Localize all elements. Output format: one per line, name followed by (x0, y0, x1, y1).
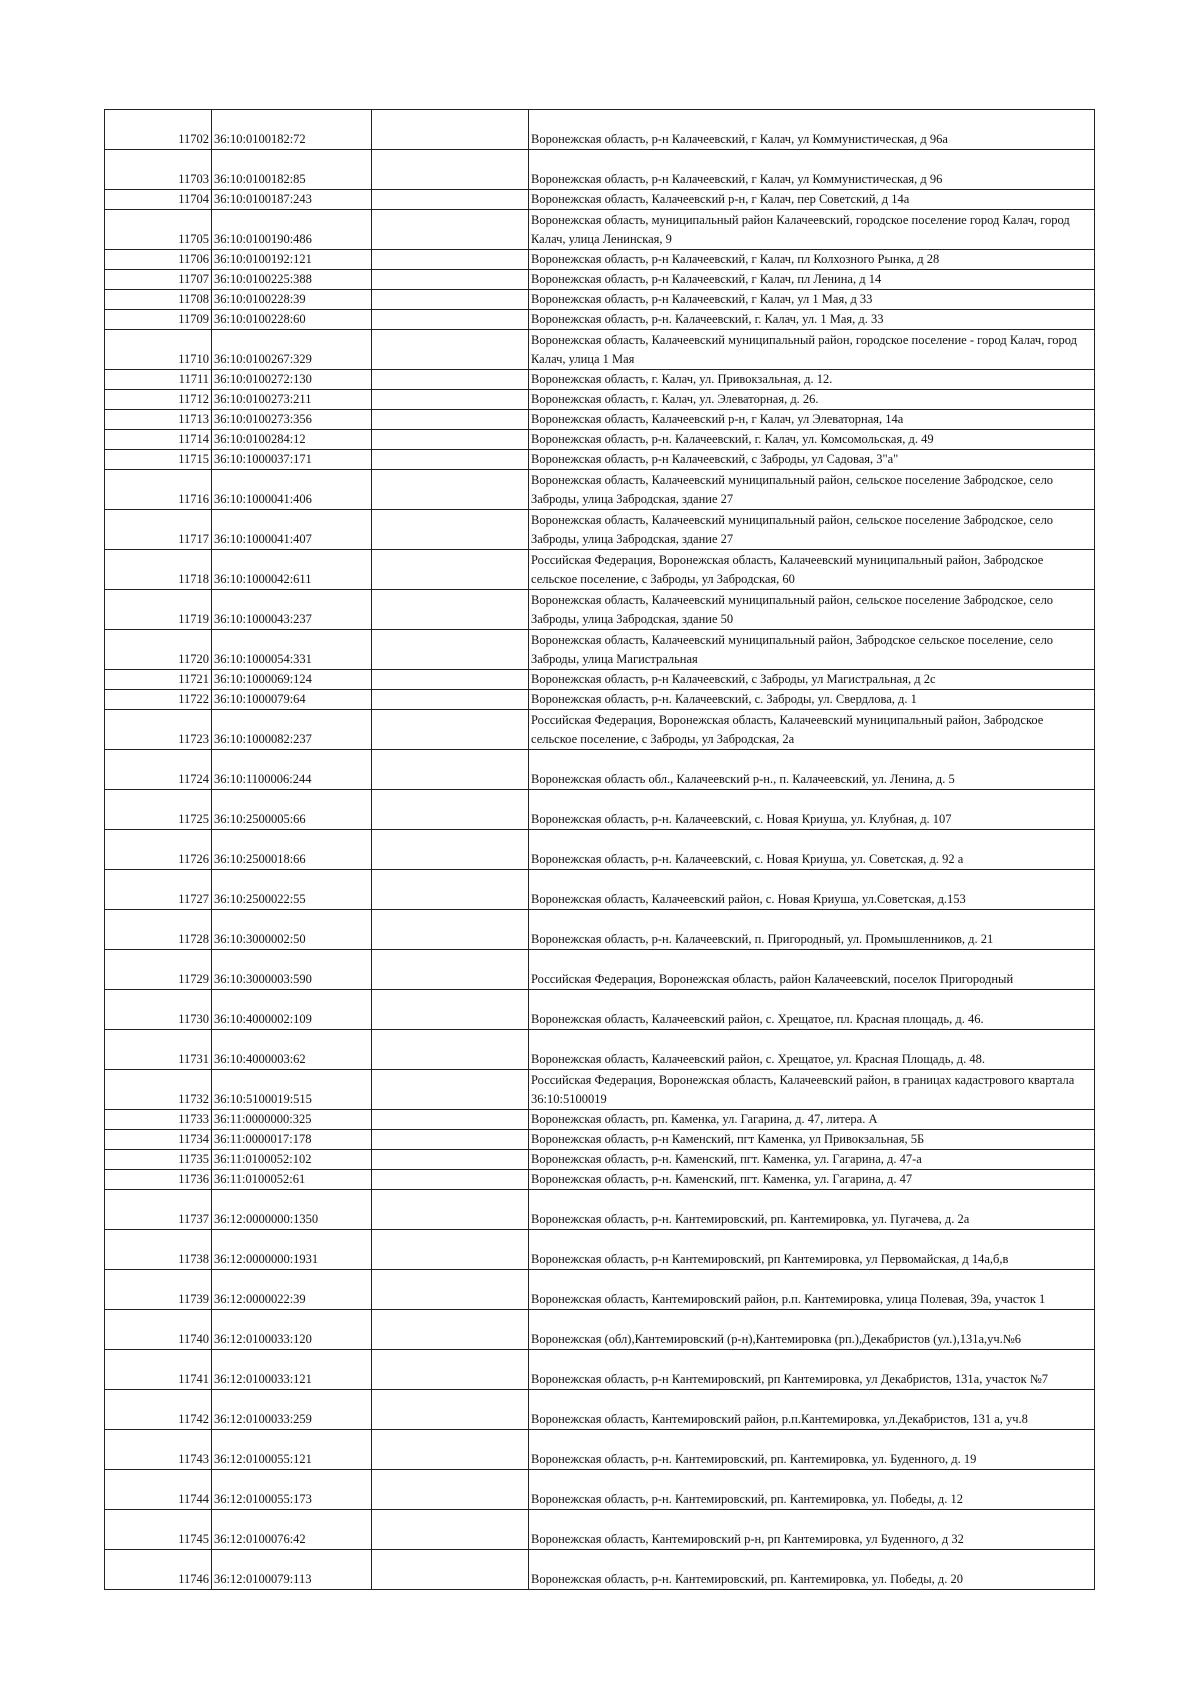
row-number: 11725 (105, 790, 212, 830)
row-number: 11736 (105, 1170, 212, 1190)
cadastral-number: 36:12:0100033:259 (212, 1390, 372, 1430)
row-number: 11739 (105, 1270, 212, 1310)
cadastral-number: 36:11:0000000:325 (212, 1110, 372, 1130)
empty-cell (372, 190, 529, 210)
address: Воронежская область, Калачеевский муниципальный район, сельское поселение Забродское, село Заброды, улица Забродская, здание 50 (529, 590, 1095, 630)
table-row (105, 590, 1095, 630)
table-row (105, 1510, 1095, 1550)
cadastral-number: 36:12:0000022:39 (212, 1270, 372, 1310)
empty-cell (372, 1070, 529, 1110)
cadastral-number: 36:10:1000041:407 (212, 510, 372, 550)
table-row (105, 1350, 1095, 1390)
cadastral-number: 36:10:1000054:331 (212, 630, 372, 670)
table-row (105, 1030, 1095, 1070)
empty-cell (372, 790, 529, 830)
empty-cell (372, 510, 529, 550)
table-row (105, 250, 1095, 270)
table-row (105, 270, 1095, 290)
address: Воронежская область, г. Калач, ул. Привокзальная, д. 12. (529, 370, 1095, 390)
empty-cell (372, 690, 529, 710)
address: Воронежская область, р-н Калачеевский, с Заброды, ул Садовая, 3"а" (529, 450, 1095, 470)
empty-cell (372, 1430, 529, 1470)
address: Воронежская область, р-н Калачеевский, г Калач, ул Коммунистическая, д 96 (529, 150, 1095, 190)
address: Российская Федерация, Воронежская область, район Калачеевский, поселок Пригородный (529, 950, 1095, 990)
table-row (105, 330, 1095, 370)
row-number: 11703 (105, 150, 212, 190)
table-row (105, 550, 1095, 590)
empty-cell (372, 430, 529, 450)
address: Воронежская область, р-н. Калачеевский, с. Новая Криуша, ул. Клубная, д. 107 (529, 790, 1095, 830)
row-number: 11712 (105, 390, 212, 410)
row-number: 11740 (105, 1310, 212, 1350)
empty-cell (372, 1550, 529, 1590)
cadastral-number: 36:12:0100055:121 (212, 1430, 372, 1470)
row-number: 11729 (105, 950, 212, 990)
cadastral-number: 36:11:0100052:102 (212, 1150, 372, 1170)
address: Воронежская область, р-н Каменский, пгт Каменка, ул Привокзальная, 5Б (529, 1130, 1095, 1150)
row-number: 11714 (105, 430, 212, 450)
cadastral-number: 36:11:0100052:61 (212, 1170, 372, 1190)
row-number: 11706 (105, 250, 212, 270)
row-number: 11715 (105, 450, 212, 470)
address: Воронежская область, р-н. Калачеевский, г. Калач, ул. 1 Мая, д. 33 (529, 310, 1095, 330)
row-number: 11717 (105, 510, 212, 550)
cadastral-number: 36:10:2500005:66 (212, 790, 372, 830)
table-row (105, 1190, 1095, 1230)
row-number: 11719 (105, 590, 212, 630)
address: Воронежская (обл),Кантемировский (р-н),Кантемировка (рп.),Декабристов (ул.),131а,уч.№6 (529, 1310, 1095, 1350)
empty-cell (372, 1030, 529, 1070)
empty-cell (372, 1170, 529, 1190)
table-row (105, 110, 1095, 150)
empty-cell (372, 1470, 529, 1510)
empty-cell (372, 710, 529, 750)
address: Воронежская область, Калачеевский муниципальный район, Забродское сельское поселение, село Заброды, улица Магистральная (529, 630, 1095, 670)
registry-table-body (105, 110, 1095, 1590)
row-number: 11745 (105, 1510, 212, 1550)
address: Воронежская область, муниципальный район Калачеевский, городское поселение город Калач, город Калач, улица Ленинская, 9 (529, 210, 1095, 250)
table-row (105, 790, 1095, 830)
row-number: 11746 (105, 1550, 212, 1590)
table-row (105, 470, 1095, 510)
cadastral-number: 36:10:0100187:243 (212, 190, 372, 210)
table-row (105, 1270, 1095, 1310)
row-number: 11733 (105, 1110, 212, 1130)
cadastral-number: 36:10:0100272:130 (212, 370, 372, 390)
cadastral-number: 36:10:0100273:211 (212, 390, 372, 410)
table-row (105, 670, 1095, 690)
row-number: 11728 (105, 910, 212, 950)
address: Воронежская область, Кантемировский район, р.п. Кантемировка, улица Полевая, 39а, участок 1 (529, 1270, 1095, 1310)
row-number: 11716 (105, 470, 212, 510)
row-number: 11708 (105, 290, 212, 310)
row-number: 11735 (105, 1150, 212, 1170)
table-row (105, 1310, 1095, 1350)
row-number: 11737 (105, 1190, 212, 1230)
cadastral-number: 36:12:0100033:121 (212, 1350, 372, 1390)
cadastral-number: 36:10:2500018:66 (212, 830, 372, 870)
table-row (105, 1150, 1095, 1170)
address: Воронежская область, Калачеевский район, с. Хрещатое, ул. Красная Площадь, д. 48. (529, 1030, 1095, 1070)
cadastral-number: 36:10:1000037:171 (212, 450, 372, 470)
empty-cell (372, 390, 529, 410)
empty-cell (372, 1110, 529, 1130)
row-number: 11741 (105, 1350, 212, 1390)
row-number: 11743 (105, 1430, 212, 1470)
row-number: 11711 (105, 370, 212, 390)
cadastral-number: 36:10:1000043:237 (212, 590, 372, 630)
row-number: 11726 (105, 830, 212, 870)
empty-cell (372, 1130, 529, 1150)
row-number: 11704 (105, 190, 212, 210)
empty-cell (372, 990, 529, 1030)
cadastral-number: 36:10:1100006:244 (212, 750, 372, 790)
row-number: 11713 (105, 410, 212, 430)
empty-cell (372, 670, 529, 690)
address: Российская Федерация, Воронежская область, Калачеевский район, в границах кадастрового квартала 36:10:5100019 (529, 1070, 1095, 1110)
row-number: 11707 (105, 270, 212, 290)
cadastral-number: 36:10:0100284:12 (212, 430, 372, 450)
empty-cell (372, 210, 529, 250)
table-row (105, 1550, 1095, 1590)
empty-cell (372, 470, 529, 510)
table-row (105, 990, 1095, 1030)
cadastral-number: 36:10:2500022:55 (212, 870, 372, 910)
row-number: 11727 (105, 870, 212, 910)
address: Воронежская область, р-н Калачеевский, с Заброды, ул Магистральная, д 2с (529, 670, 1095, 690)
cadastral-number: 36:10:1000041:406 (212, 470, 372, 510)
empty-cell (372, 1350, 529, 1390)
table-row (105, 310, 1095, 330)
row-number: 11721 (105, 670, 212, 690)
row-number: 11732 (105, 1070, 212, 1110)
address: Воронежская область, г. Калач, ул. Элеваторная, д. 26. (529, 390, 1095, 410)
row-number: 11734 (105, 1130, 212, 1150)
row-number: 11718 (105, 550, 212, 590)
table-row (105, 1110, 1095, 1130)
empty-cell (372, 330, 529, 370)
empty-cell (372, 450, 529, 470)
address: Российская Федерация, Воронежская область, Калачеевский муниципальный район, Забродское сельское поселение, с Заброды, ул Забродская, 2а (529, 710, 1095, 750)
cadastral-number: 36:10:1000069:124 (212, 670, 372, 690)
table-row (105, 450, 1095, 470)
table-row (105, 510, 1095, 550)
cadastral-number: 36:10:3000002:50 (212, 910, 372, 950)
address: Воронежская область, р-н. Кантемировский, рп. Кантемировка, ул. Пугачева, д. 2а (529, 1190, 1095, 1230)
row-number: 11744 (105, 1470, 212, 1510)
row-number: 11731 (105, 1030, 212, 1070)
table-row (105, 410, 1095, 430)
table-row (105, 290, 1095, 310)
row-number: 11723 (105, 710, 212, 750)
table-row (105, 1470, 1095, 1510)
cadastral-number: 36:10:1000079:64 (212, 690, 372, 710)
address: Воронежская область, р-н. Кантемировский, рп. Кантемировка, ул. Победы, д. 12 (529, 1470, 1095, 1510)
empty-cell (372, 750, 529, 790)
row-number: 11705 (105, 210, 212, 250)
table-row (105, 750, 1095, 790)
empty-cell (372, 310, 529, 330)
address: Воронежская область, р-н. Кантемировский, рп. Кантемировка, ул. Победы, д. 20 (529, 1550, 1095, 1590)
empty-cell (372, 590, 529, 630)
address: Воронежская область, Калачеевский район, с. Новая Криуша, ул.Советская, д.153 (529, 870, 1095, 910)
table-row (105, 1430, 1095, 1470)
table-row (105, 210, 1095, 250)
row-number: 11709 (105, 310, 212, 330)
address: Воронежская область, р-н Кантемировский, рп Кантемировка, ул Декабристов, 131а, участок №7 (529, 1350, 1095, 1390)
cadastral-number: 36:12:0100076:42 (212, 1510, 372, 1550)
row-number: 11702 (105, 110, 212, 150)
cadastral-number: 36:10:0100228:39 (212, 290, 372, 310)
address: Воронежская область, Калачеевский муниципальный район, сельское поселение Забродское, село Заброды, улица Забродская, здание 27 (529, 510, 1095, 550)
empty-cell (372, 410, 529, 430)
table-row (105, 430, 1095, 450)
empty-cell (372, 250, 529, 270)
empty-cell (372, 1270, 529, 1310)
cadastral-number: 36:12:0100055:173 (212, 1470, 372, 1510)
address: Воронежская область, Калачеевский р-н, г Калач, ул Элеваторная, 14а (529, 410, 1095, 430)
empty-cell (372, 110, 529, 150)
table-row (105, 1230, 1095, 1270)
table-row (105, 1170, 1095, 1190)
address: Воронежская область, Калачеевский р-н, г Калач, пер Советский, д 14а (529, 190, 1095, 210)
address: Воронежская область, р-н Калачеевский, г Калач, пл Колхозного Рынка, д 28 (529, 250, 1095, 270)
table-row (105, 830, 1095, 870)
cadastral-number: 36:10:0100273:356 (212, 410, 372, 430)
cadastral-number: 36:10:1000042:611 (212, 550, 372, 590)
row-number: 11720 (105, 630, 212, 670)
cadastral-number: 36:10:5100019:515 (212, 1070, 372, 1110)
cadastral-number: 36:10:3000003:590 (212, 950, 372, 990)
table-row (105, 710, 1095, 750)
empty-cell (372, 1150, 529, 1170)
empty-cell (372, 150, 529, 190)
registry-table (104, 109, 1095, 1590)
cadastral-number: 36:10:0100192:121 (212, 250, 372, 270)
address: Воронежская область, Калачеевский муниципальный район, городское поселение - город Калач, город Калач, улица 1 Мая (529, 330, 1095, 370)
cadastral-number: 36:10:0100182:72 (212, 110, 372, 150)
empty-cell (372, 830, 529, 870)
cadastral-number: 36:12:0000000:1350 (212, 1190, 372, 1230)
table-row (105, 150, 1095, 190)
empty-cell (372, 910, 529, 950)
address: Воронежская область, рп. Каменка, ул. Гагарина, д. 47, литера. А (529, 1110, 1095, 1130)
row-number: 11742 (105, 1390, 212, 1430)
cadastral-number: 36:10:0100267:329 (212, 330, 372, 370)
table-row (105, 370, 1095, 390)
address: Воронежская область, Калачеевский район, с. Хрещатое, пл. Красная площадь, д. 46. (529, 990, 1095, 1030)
address: Воронежская область, р-н Калачеевский, г Калач, ул Коммунистическая, д 96а (529, 110, 1095, 150)
empty-cell (372, 1190, 529, 1230)
table-row (105, 1130, 1095, 1150)
cadastral-number: 36:10:0100182:85 (212, 150, 372, 190)
empty-cell (372, 1310, 529, 1350)
empty-cell (372, 870, 529, 910)
cadastral-number: 36:11:0000017:178 (212, 1130, 372, 1150)
table-row (105, 1390, 1095, 1430)
address: Воронежская область, Кантемировский р-н, рп Кантемировка, ул Буденного, д 32 (529, 1510, 1095, 1550)
address: Воронежская область, р-н Кантемировский, рп Кантемировка, ул Первомайская, д 14а,б,в (529, 1230, 1095, 1270)
address: Воронежская область, р-н. Калачеевский, г. Калач, ул. Комсомольская, д. 49 (529, 430, 1095, 450)
address: Воронежская область, р-н. Калачеевский, с. Заброды, ул. Свердлова, д. 1 (529, 690, 1095, 710)
address: Воронежская область, р-н Калачеевский, г Калач, пл Ленина, д 14 (529, 270, 1095, 290)
address: Воронежская область обл., Калачеевский р-н., п. Калачеевский, ул. Ленина, д. 5 (529, 750, 1095, 790)
empty-cell (372, 270, 529, 290)
address: Российская Федерация, Воронежская область, Калачеевский муниципальный район, Забродское сельское поселение, с Заброды, ул Забродская, 60 (529, 550, 1095, 590)
cadastral-number: 36:10:4000002:109 (212, 990, 372, 1030)
cadastral-number: 36:10:0100228:60 (212, 310, 372, 330)
row-number: 11724 (105, 750, 212, 790)
table-row (105, 630, 1095, 670)
cadastral-number: 36:12:0000000:1931 (212, 1230, 372, 1270)
cadastral-number: 36:12:0100033:120 (212, 1310, 372, 1350)
row-number: 11738 (105, 1230, 212, 1270)
cadastral-number: 36:10:4000003:62 (212, 1030, 372, 1070)
empty-cell (372, 950, 529, 990)
table-row (105, 870, 1095, 910)
table-row (105, 1070, 1095, 1110)
empty-cell (372, 550, 529, 590)
address: Воронежская область, р-н Калачеевский, г Калач, ул 1 Мая, д 33 (529, 290, 1095, 310)
table-row (105, 910, 1095, 950)
row-number: 11710 (105, 330, 212, 370)
row-number: 11722 (105, 690, 212, 710)
cadastral-number: 36:10:1000082:237 (212, 710, 372, 750)
address: Воронежская область, р-н. Каменский, пгт. Каменка, ул. Гагарина, д. 47-а (529, 1150, 1095, 1170)
empty-cell (372, 1230, 529, 1270)
table-row (105, 190, 1095, 210)
empty-cell (372, 1390, 529, 1430)
address: Воронежская область, р-н. Калачеевский, п. Пригородный, ул. Промышленников, д. 21 (529, 910, 1095, 950)
row-number: 11730 (105, 990, 212, 1030)
empty-cell (372, 630, 529, 670)
cadastral-number: 36:10:0100225:388 (212, 270, 372, 290)
table-row (105, 690, 1095, 710)
empty-cell (372, 1510, 529, 1550)
table-row (105, 390, 1095, 410)
address: Воронежская область, р-н. Каменский, пгт. Каменка, ул. Гагарина, д. 47 (529, 1170, 1095, 1190)
address: Воронежская область, р-н. Кантемировский, рп. Кантемировка, ул. Буденного, д. 19 (529, 1430, 1095, 1470)
address: Воронежская область, Калачеевский муниципальный район, сельское поселение Забродское, село Заброды, улица Забродская, здание 27 (529, 470, 1095, 510)
empty-cell (372, 290, 529, 310)
address: Воронежская область, Кантемировский район, р.п.Кантемировка, ул.Декабристов, 131 а, уч.8 (529, 1390, 1095, 1430)
table-row (105, 950, 1095, 990)
address: Воронежская область, р-н. Калачеевский, с. Новая Криуша, ул. Советская, д. 92 а (529, 830, 1095, 870)
empty-cell (372, 370, 529, 390)
cadastral-number: 36:12:0100079:113 (212, 1550, 372, 1590)
cadastral-number: 36:10:0100190:486 (212, 210, 372, 250)
